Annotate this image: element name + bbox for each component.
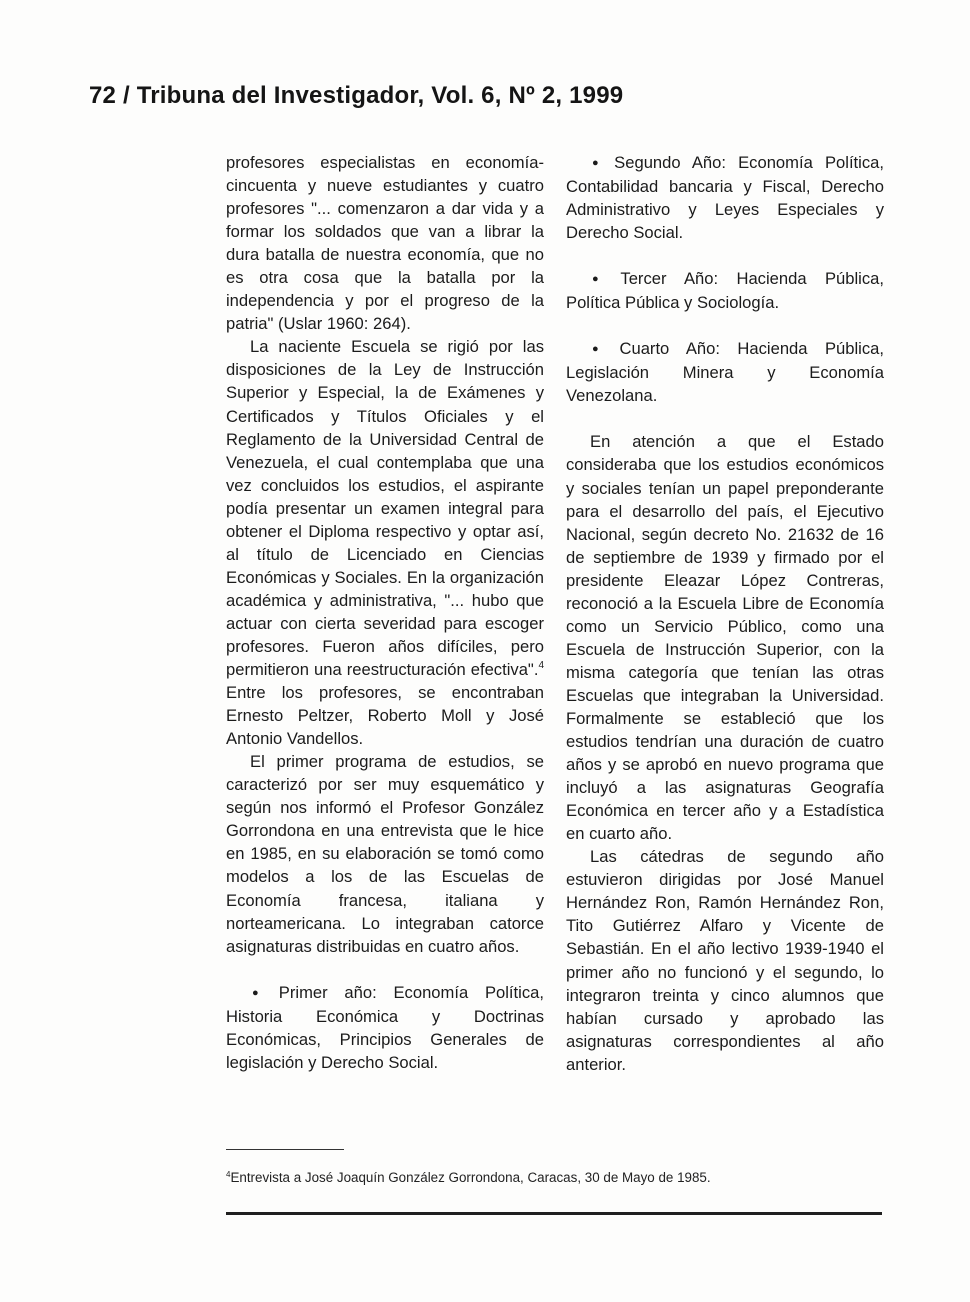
- bullet-item: ● Cuarto Año: Hacienda Pública, Legislación Minera y Economía Venezolana.: [566, 337, 884, 407]
- footnote: [226, 1170, 711, 1185]
- page-header: 72 / Tribuna del Investigador, Vol. 6, Nº 2, 1999: [89, 82, 624, 109]
- paragraph-text: Entre los profesores, se encontraban Ernesto Peltzer, Roberto Moll y José Antonio Vandellos.: [226, 683, 544, 749]
- footnote-text: Entrevista a José Joaquín González Gorrondona, Caracas, 30 de Mayo de 1985.: [230, 1170, 711, 1185]
- bullet-item: ● Primer año: Economía Política, Historia Económica y Doctrinas Económicas, Principios Generales de legislación y Derecho Social.: [226, 981, 544, 1074]
- bullet-item: ● Segundo Año: Economía Política, Contabilidad bancaria y Fiscal, Derecho Administrativo y Leyes Especiales y Derecho Social.: [566, 151, 884, 244]
- left-column: [226, 151, 544, 1074]
- footnote-reference: 4: [538, 660, 544, 672]
- footnote-divider: [226, 1149, 344, 1150]
- right-column: [566, 151, 884, 1076]
- paragraph: En atención a que el Estado consideraba que los estudios económicos y sociales tenían un papel preponderante para el desarrollo del país, el Ejecutivo Nacional, según decreto No. 21632 de 16 de septiembre de 1939 y firmado por el presidente Eleazar López Contreras, reconoció a la Escuela Libre de Economía como un Servicio Público, como una Escuela de Instrucción Superior, con la misma categoría que tenían las otras Escuelas que integraban la Universidad. Formalmente se estableció que los estudios tendrían una duración de cuatro años y se aprobó en nuevo programa que incluyó a las asignaturas Geografía Económica en tercer año y a Estadística en cuarto año.: [566, 432, 884, 844]
- footnote-mark: 4: [226, 1170, 231, 1179]
- paragraph: Las cátedras de segundo año estuvieron dirigidas por José Manuel Hernández Ron, Ramón Hernández Ron, Tito Gutiérrez Alfaro y Vicente de Sebastián. En el año lectivo 1939-1940 el primer año no funcionó y el segundo, lo integraron treinta y cinco alumnos que habían cursado y aprobado las asignaturas correspondientes al año anterior.: [566, 847, 884, 1074]
- bullet-item: ● Tercer Año: Hacienda Pública, Política Pública y Sociología.: [566, 267, 884, 314]
- bottom-rule: [226, 1212, 882, 1215]
- paragraph: profesores especialistas en economía- cincuenta y nueve estudiantes y cuatro profesores "... comenzaron a dar vida y a formar los soldados que van a librar la dura batalla de nuestra economía, que no es otra cosa que la batalla por la independencia y por el progreso de la patria" (Uslar 1960: 264).: [226, 153, 544, 334]
- paragraph: El primer programa de estudios, se caracterizó por ser muy esquemático y según nos informó el Profesor González Gorrondona en una entrevista que le hice en 1985, en su elaboración se tomó como modelos a los de las Escuelas de Economía francesa, italiana y norteamericana. Lo integraban catorce asignaturas distribuidas en cuatro años.: [226, 752, 544, 956]
- paragraph-text: La naciente Escuela se rigió por las disposiciones de la Ley de Instrucción Superior y Especial, la de Exámenes y Certificados y Títulos Oficiales y el Reglamento de la Universidad Central de Venezuela, el cual contemplaba que una vez concluidos los estudios, el aspirante podía presentar un examen integral para obtener el Diploma respectivo y optar así, al título de Licenciado en Ciencias Económicas y Sociales. En la organización académica y administrativa, "... hubo que actuar con cierta severidad para escoger profesores. Fueron años difíciles, pero permitieron una reestructuración efectiva".: [226, 337, 544, 680]
- paragraph: [226, 335, 544, 750]
